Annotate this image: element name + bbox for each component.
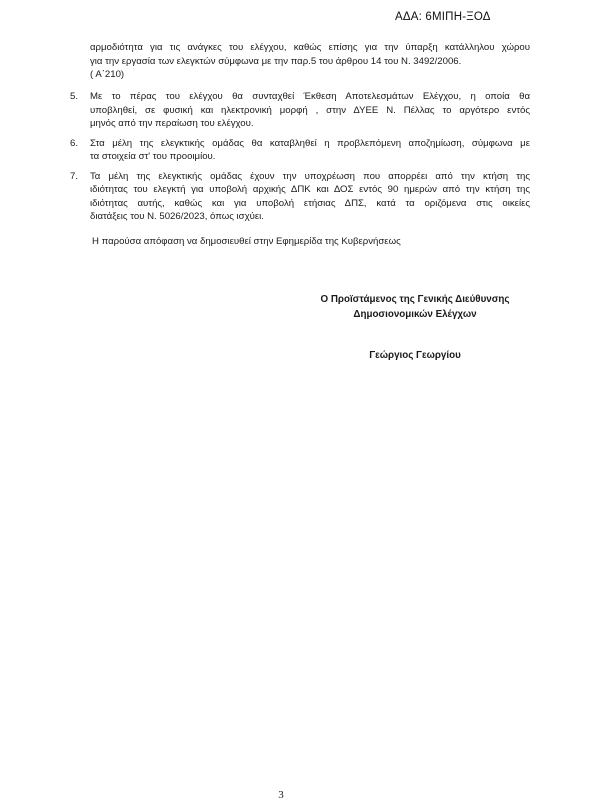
signatory-title-line: Ο Προϊστάμενος της Γενικής Διεύθυνσης [320,294,510,305]
item-number: 7. [70,170,79,182]
item-line: μηνός από την περαίωση του ελέγχου. [90,118,254,129]
item-line: Με το πέρας του ελέγχου θα συνταχθεί Έκθεση Αποτελεσμάτων Ελέγχου, η οποία θα [90,91,530,102]
item-number: 5. [70,91,79,102]
item-line: τα στοιχεία στ' του προοιμίου. [90,151,216,162]
item-line: διατάξεις του Ν. 5026/2023, όπως ισχύει. [90,211,264,222]
item-line: ιδιότητας αυτής, καθώς και για υποβολή ετήσιας ΔΠΣ, κατά τα οριζόμενα στις οικείες [90,197,530,209]
continuation-paragraph [90,41,530,82]
item-text [90,170,530,224]
signatory-title-line: Δημοσιονομικών Ελέγχων [353,309,477,320]
list-item-5 [70,90,530,131]
publication-statement: Η παρούσα απόφαση να δημοσιευθεί στην Εφημερίδα της Κυβερνήσεως [92,236,401,247]
item-line: υποβληθεί, σε φυσική και ηλεκτρονική μορφή , στην ΔΥΕΕ Ν. Πέλλας το αργότερο εντός [90,104,530,116]
item-text [90,137,530,164]
paragraph-line: αρμοδιότητα για τις ανάγκες του ελέγχου, καθώς επίσης για την ύπαρξη κατάλληλου χώρου [90,42,530,53]
item-number: 6. [70,137,79,149]
signatory-title [290,292,540,322]
paragraph-line: για την εργασία των ελεγκτών σύμφωνα με την παρ.5 του άρθρου 14 του Ν. 3492/2006. [90,55,462,67]
signatory-name: Γεώργιος Γεωργίου [369,350,461,361]
list-item-6 [70,137,530,164]
page-number: 3 [278,789,284,801]
item-line: Τα μέλη της ελεγκτικής ομάδας έχουν την υποχρέωση που απορρέει από την κτήση της [90,170,530,182]
item-text [90,90,530,131]
paragraph-line: ( Α΄210) [90,69,125,80]
numbered-list [70,90,530,230]
item-line: ιδιότητας του ελεγκτή για υποβολή αρχικής ΔΠΚ και ΔΟΣ εντός 90 ημερών από την κτήση της [90,184,530,195]
ada-code: ΑΔΑ: 6ΜΙΠΗ-ΞΟΔ [395,11,491,23]
list-item-7 [70,170,530,224]
item-line: Στα μέλη της ελεγκτικής ομάδας θα καταβληθεί η προβλεπόμενη αποζημίωση, σύμφωνα με [90,137,530,149]
